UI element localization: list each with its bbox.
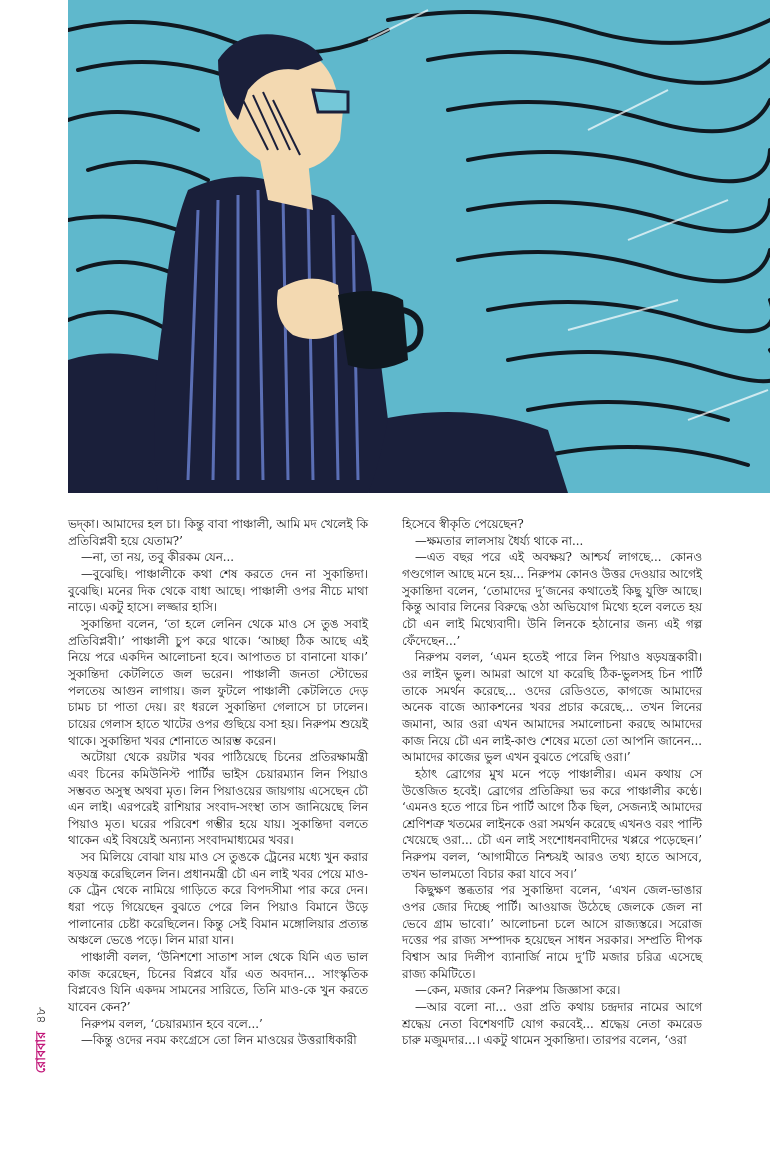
paragraph: —কিন্তু ওদের নবম কংগ্রেসে তো লিন মাওয়ের উত্তরাধিকারী bbox=[81, 1033, 357, 1048]
paragraph: —ক্ষমতার লালসায় ধৈর্য্য থাকে না... bbox=[415, 533, 584, 548]
paragraph: অটোয়া থেকে রয়টার খবর পাঠিয়েছে চিনের প্রতিরক্ষামন্ত্রী এবং চিনের কমিউনিস্ট পার্টির ভাইস চেয়ারম্যান লিন পিয়াও সম্ভবত অসুস্থ অথবা মৃত। লিন পিয়াওয়ের জায়গায় এসেছেন চৌ এন লাই। এরপরেই রাশিয়ার সংবাদ-সংস্থা তাস জানিয়েছে লিন পিয়াও মৃত। ঘরের পরিবেশ গম্ভীর হয়ে যায়। সুকান্তিদা বলতে থাকেন এই বিষয়েই অন্যান্য সংবাদমাধ্যমের খবর। bbox=[68, 750, 368, 848]
paragraph: হঠাৎ ব্রোগের মুখ মনে পড়ে পাঞ্চালীর। এমন কথায় সে উত্তেজিত হবেই। ব্রোগের প্রতিক্রিয়া ভর করে পাঞ্চালীর কণ্ঠে। ‘এমনও হতে পারে চিন পার্টি আগে ঠিক ছিল, সেজন্যই আমাদের শ্রেণিশত্রু খতমের লাইনকে ওরা সমর্থন করেছে এখনও বরং পাল্টি খেয়েছে ওরা... চৌ এন লাই সংশোধনবাদীদের খপ্পরে পড়েছেন।’ নিরুপম বলল, ‘আগামীতে নিশ্চয়ই আরও তথ্য হাতে আসবে, তখন ভালমতো বিচার করা যাবে সব।’ bbox=[402, 766, 702, 881]
story-illustration bbox=[68, 0, 770, 493]
paragraph: হিসেবে স্বীকৃতি পেয়েছেন? bbox=[402, 517, 524, 531]
paragraph: সব মিলিয়ে বোঝা যায় মাও সে তুঙকে ট্রেনের মধ্যে খুন করার ষড়যন্ত্র করেছিলেন লিন। প্রধানমন্ত্রী চৌ এন লাই খবর পেয়ে মাও-কে ট্রেন থেকে নামিয়ে গাড়িতে করে বিপদসীমা পার করে দেন। ধরা পড়ে গিয়েছেন বুঝতে পেরে লিন পিয়াও বিমানে উড়ে পালানোর চেষ্টা করেছিলেন। কিন্তু সেই বিমান মঙ্গোলিয়ার প্রত্যন্ত অঞ্চলে ভেঙে পড়ে। লিন মারা যান। bbox=[68, 850, 368, 948]
paragraph: —না, তা নয়, তবু কীরকম যেন... bbox=[81, 550, 234, 565]
magazine-name: রোববার bbox=[33, 1031, 49, 1074]
paragraph: —বুঝেছি। পাঞ্চালীকে কথা শেষ করতে দেন না সুকান্তিদা। বুঝেছি। মনের দিক থেকে বাধা আছে। পাঞ্চালী ওপর নীচে মাথা নাড়ে। একটু হাসে। লজ্জার হাসি। bbox=[68, 566, 368, 615]
paragraph: —আর বলো না... ওরা প্রতি কথায় চন্দ্রদার নামের আগে শ্রদ্ধেয় নেতা বিশেষণটি যোগ করবেই... শ্রদ্ধেয় নেতা কমরেড চারু মজুমদার...। একটু থামেন সুকান্তিদা। তারপর বলেন, ‘ওরা bbox=[402, 1000, 702, 1048]
text-column-right bbox=[402, 516, 702, 1049]
paragraph: ভদ্‌কা। আমাদের হল চা। কিন্তু বাবা পাঞ্চালী, আমি মদ খেলেই কি প্রতিবিপ্লবী হয়ে যেতাম?’ bbox=[68, 517, 368, 548]
paragraph: পাঞ্চালী বলল, ‘উনিশশো সাতাশ সাল থেকে যিনি এত ভাল কাজ করেছেন, চিনের বিপ্লবে যাঁর এত অবদান... সাংস্কৃতিক বিপ্লবেও যিনি একদম সামনের সারিতে, তিনি মাও-কে খুন করতে যাবেন কেন?’ bbox=[68, 950, 368, 1015]
page-folio bbox=[2, 1006, 82, 1074]
paragraph: নিরুপম বলল, ‘এমন হতেই পারে লিন পিয়াও ষড়যন্ত্রকারী। ওর লাইন ভুল। আমরা আগে যা করেছি ঠিক-ভুলসহ চিন পার্টি তাকে সমর্থন করেছে... ওদের রেডিওতে, কাগজে আমাদের অনেক বাজে অ্যাকশনের খবর প্রচার করেছে... তখন লিনের জমানা, আর ওরা এখন আমাদের সমালোচনা করছে আমাদের কাজ নিয়ে চৌ এন লাই-কাণ্ড শেষের মতো তো আপনি জানেন... আমাদের কাজের ভুল এখন বুঝতে পেরেছি ওরা।’ bbox=[402, 650, 702, 765]
paragraph: —কেন, মজার কেন? নিরুপম জিজ্ঞাসা করে। bbox=[415, 983, 621, 998]
paragraph: নিরুপম বলল, ‘চেয়ারম্যান হবে বলে...’ bbox=[81, 1016, 263, 1031]
page-number: ৪৮ bbox=[33, 1006, 49, 1024]
paragraph: কিছুক্ষণ স্তব্ধতার পর সুকান্তিদা বলেন, ‘এখন জেল-ভাঙার ওপর জোর দিচ্ছে পার্টি। আওয়াজ উঠেছে জেলকে জেল না ভেবে গ্রাম ভাবো।’ আলোচনা চলে আসে রাজ্যস্তরে। সরোজ দত্তের পর রাজ্য সম্পাদক হয়েছেন সাধন সরকার। সম্প্রতি দীপক বিশ্বাস আর দিলীপ ব্যানার্জি নামে দু’টি মজার চরিত্র এসেছে রাজ্য কমিটিতে। bbox=[402, 883, 702, 981]
text-column-left bbox=[68, 516, 368, 1049]
paragraph: সুকান্তিদা বলেন, ‘তা হলে লেনিন থেকে মাও সে তুঙ সবাই প্রতিবিপ্লবী।’ পাঞ্চালী চুপ করে থাকে। ‘আচ্ছা ঠিক আছে এই নিয়ে পরে একদিন আলোচনা হবে। আপাতত চা বানানো যাক।’ সুকান্তিদা কেটলিতে জল ভরেন। পাঞ্চালী জনতা স্টোভের পলতেয় আগুন লাগায়। জল ফুটলে পাঞ্চালী কেটলিতে দেড় চামচ চা পাতা দেয়। রং ধরলে সুকান্তিদা গেলাসে চা ঢালেন। চায়ের গেলাস হাতে খাটের ওপর গুছিয়ে বসা হয়। নিরুপম শুয়েই থাকে। সুকান্তিদা খবর শোনাতে আরম্ভ করেন। bbox=[68, 616, 368, 748]
paragraph: —এত বছর পরে এই অবক্ষয়? আশ্চর্য লাগছে... কোনও গণ্ডগোল আছে মনে হয়... নিরুপম কোনও উত্তর দেওয়ার আগেই সুকান্তিদা বলেন, ‘তোমাদের দু’জনের কথাতেই কিছু যুক্তি আছে। কিন্তু আবার লিনের বিরুদ্ধে ওঠা অভিযোগ মিথ্যে হলে বলতে হয় চৌ এন লাই মিথ্যেবাদী। উনি লিনকে হঠানোর জন্য এই গল্প ফেঁদেছেন...’ bbox=[402, 550, 703, 648]
